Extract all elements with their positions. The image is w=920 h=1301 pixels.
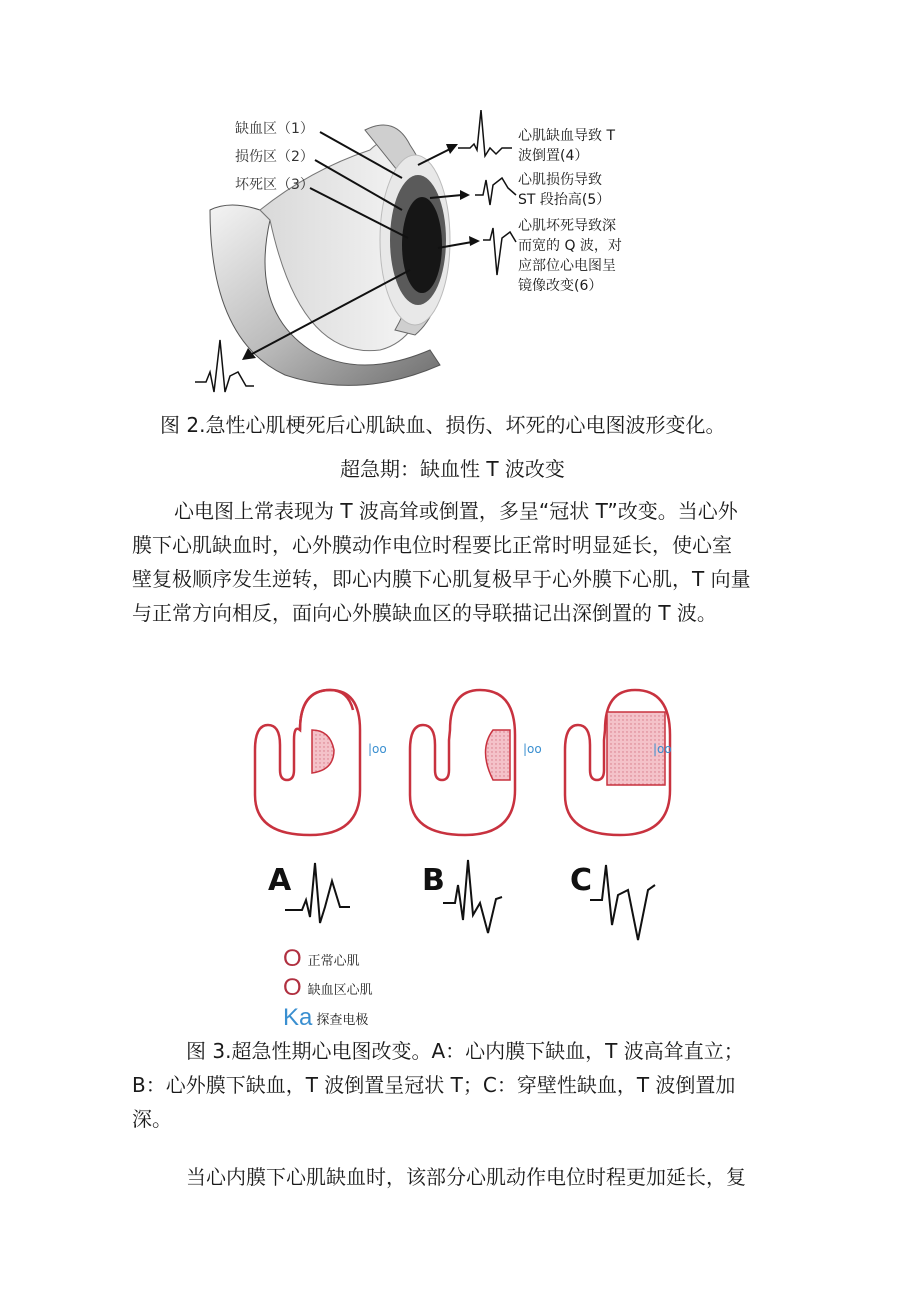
ecg-q-wave bbox=[483, 228, 516, 275]
legend-circle-icon: O bbox=[283, 974, 302, 1001]
electrode-icon: Ka bbox=[283, 1004, 313, 1031]
heart-panel-b bbox=[410, 690, 542, 835]
ischemia-region-b bbox=[486, 730, 511, 780]
label-st-elevation: 心肌损伤导致 ST 段抬高(5） bbox=[518, 172, 611, 208]
heart-panel-c bbox=[565, 690, 672, 835]
paragraph-1: 心电图上常表现为 T 波高耸或倒置，多呈“冠状 T”改变。当心外 膜下心肌缺血时，心外膜动作电位时程要比正常时明显延长，使心室 壁复极顺序发生逆转，即心内膜下心肌复极早于心外膜下心肌，T 向量 与正常方向相反，面向心外膜缺血区的导联描记出深倒置的 T 波。 bbox=[132, 499, 751, 625]
legend-item-electrode: Ka 探查电极 bbox=[283, 1004, 369, 1031]
svg-text:|ᴏᴏ: |ᴏᴏ bbox=[368, 742, 387, 756]
figure-3-legend bbox=[283, 945, 373, 1033]
legend-item-normal: O 正常心肌 bbox=[283, 945, 360, 972]
label-necrosis-zone: 坏死区（3） bbox=[235, 177, 314, 193]
panel-label-b: B bbox=[422, 863, 445, 898]
label-ischemia-zone: 缺血区（1） bbox=[235, 121, 314, 137]
panel-label-a: A bbox=[268, 863, 292, 898]
ecg-st-elevation bbox=[475, 178, 516, 205]
ecg-panel-b bbox=[443, 860, 502, 933]
panel-label-c: C bbox=[570, 863, 593, 898]
heart-panel-a bbox=[255, 690, 387, 835]
legend-item-ischemia: O 缺血区心肌 bbox=[283, 974, 373, 1001]
svg-text:|ᴏᴏ: |ᴏᴏ bbox=[523, 742, 542, 756]
label-q-wave: 心肌坏死导致深 而宽的 Q 波，对 应部位心电图呈 镜像改变(6） bbox=[518, 218, 622, 294]
figure-2-caption: 图 2.急性心肌梗死后心肌缺血、损伤、坏死的心电图波形变化。 bbox=[160, 413, 726, 437]
figure-3-caption: 图 3.超急性期心电图改变。A：心内膜下缺血，T 波高耸直立； B：心外膜下缺血，T 波倒置呈冠状 T；C：穿壁性缺血，T 波倒置加 深。 bbox=[132, 1039, 744, 1131]
ecg-panel-c bbox=[590, 865, 655, 940]
section-heading: 超急期：缺血性 T 波改变 bbox=[340, 457, 565, 481]
svg-text:|ᴏᴏ: |ᴏᴏ bbox=[653, 742, 672, 756]
legend-circle-icon: O bbox=[283, 945, 302, 972]
paragraph-2: 当心内膜下心肌缺血时，该部分心肌动作电位时程更加延长，复 bbox=[186, 1165, 746, 1189]
label-injury-zone: 损伤区（2） bbox=[235, 149, 314, 165]
label-t-inversion: 心肌缺血导致 T 波倒置(4） bbox=[518, 128, 616, 164]
figure-2 bbox=[190, 110, 640, 400]
ecg-mirror-change bbox=[195, 340, 254, 392]
figure-3 bbox=[230, 685, 710, 955]
ecg-panel-a bbox=[285, 863, 350, 923]
ischemia-region-a bbox=[312, 730, 334, 773]
ecg-t-inversion bbox=[458, 110, 512, 156]
heart-cross-sections bbox=[230, 685, 710, 955]
necrosis-zone bbox=[402, 197, 442, 293]
